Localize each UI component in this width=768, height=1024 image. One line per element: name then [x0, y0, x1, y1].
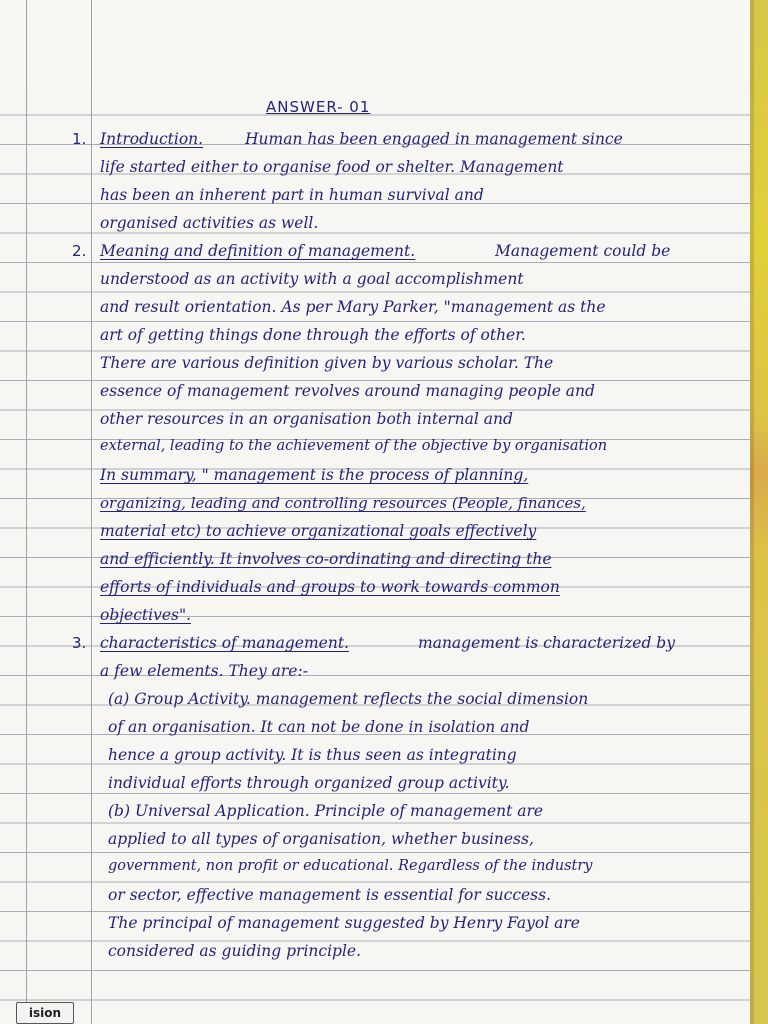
page-edge-shadow — [750, 0, 754, 1024]
section-2-line-3: and result orientation. As per Mary Parker, "management as the — [100, 298, 606, 316]
section-2-line-2: understood as an activity with a goal accomplishment — [100, 270, 524, 288]
section-1-line-2: life started either to organise food or shelter. Management — [100, 158, 564, 176]
margin-line-inner — [91, 0, 92, 1024]
section-2-line-12: and efficiently. It involves co-ordinating and directing the — [100, 550, 552, 568]
section-2-line-6: essence of management revolves around managing people and — [100, 382, 595, 400]
section-3-heading: characteristics of management. — [100, 634, 349, 652]
section-3-line-4: of an organisation. It can not be done in isolation and — [108, 718, 530, 736]
section-2-line-4: art of getting things done through the efforts of other. — [100, 326, 526, 344]
section-3-line-10: or sector, effective management is essential for success. — [108, 886, 552, 904]
section-3-line-9: government, non profit or educational. Regardless of the industry — [108, 858, 593, 874]
section-2-line-5: There are various definition given by various scholar. The — [100, 354, 554, 372]
section-3-line-11: The principal of management suggested by Henry Fayol are — [108, 914, 580, 932]
section-1-line-1: Human has been engaged in management since — [245, 130, 623, 148]
section-2-line-8: external, leading to the achievement of the objective by organisation — [100, 438, 608, 454]
section-3-line-5: hence a group activity. It is thus seen as integrating — [108, 746, 517, 764]
section-2-line-14: objectives". — [100, 606, 192, 624]
section-2-line-11: material etc) to achieve organizational goals effectively — [100, 522, 537, 540]
page-header-blank — [0, 0, 750, 86]
section-1-line-3: has been an inherent part in human survival and — [100, 186, 484, 204]
section-1-line-4: organised activities as well. — [100, 214, 319, 232]
section-3-number: 3. — [72, 634, 87, 652]
section-3-line-6: individual efforts through organized group activity. — [108, 774, 510, 792]
section-2-line-1: Management could be — [495, 242, 671, 260]
section-2-line-10: organizing, leading and controlling resources (People, finances, — [100, 494, 586, 512]
margin-line-outer — [26, 0, 27, 1024]
answer-title: ANSWER- 01 — [266, 98, 371, 116]
section-2-number: 2. — [72, 242, 87, 260]
section-1-heading: Introduction. — [100, 130, 204, 148]
section-3-line-12: considered as guiding principle. — [108, 942, 362, 960]
section-2-line-7: other resources in an organisation both internal and — [100, 410, 513, 428]
section-2-heading: Meaning and definition of management. — [100, 242, 416, 260]
watermark-badge: ision — [16, 1002, 74, 1024]
section-3-line-8: applied to all types of organisation, whether business, — [108, 830, 534, 848]
section-3-line-2: a few elements. They are:- — [100, 662, 308, 680]
section-3-line-7: (b) Universal Application. Principle of management are — [108, 802, 544, 820]
section-3-line-1: management is characterized by — [418, 634, 675, 652]
section-2-line-13: efforts of individuals and groups to work towards common — [100, 578, 560, 596]
section-3-line-3: (a) Group Activity. management reflects the social dimension — [108, 690, 589, 708]
section-1-number: 1. — [72, 130, 87, 148]
section-2-line-9: In summary, " management is the process of planning, — [100, 466, 529, 484]
